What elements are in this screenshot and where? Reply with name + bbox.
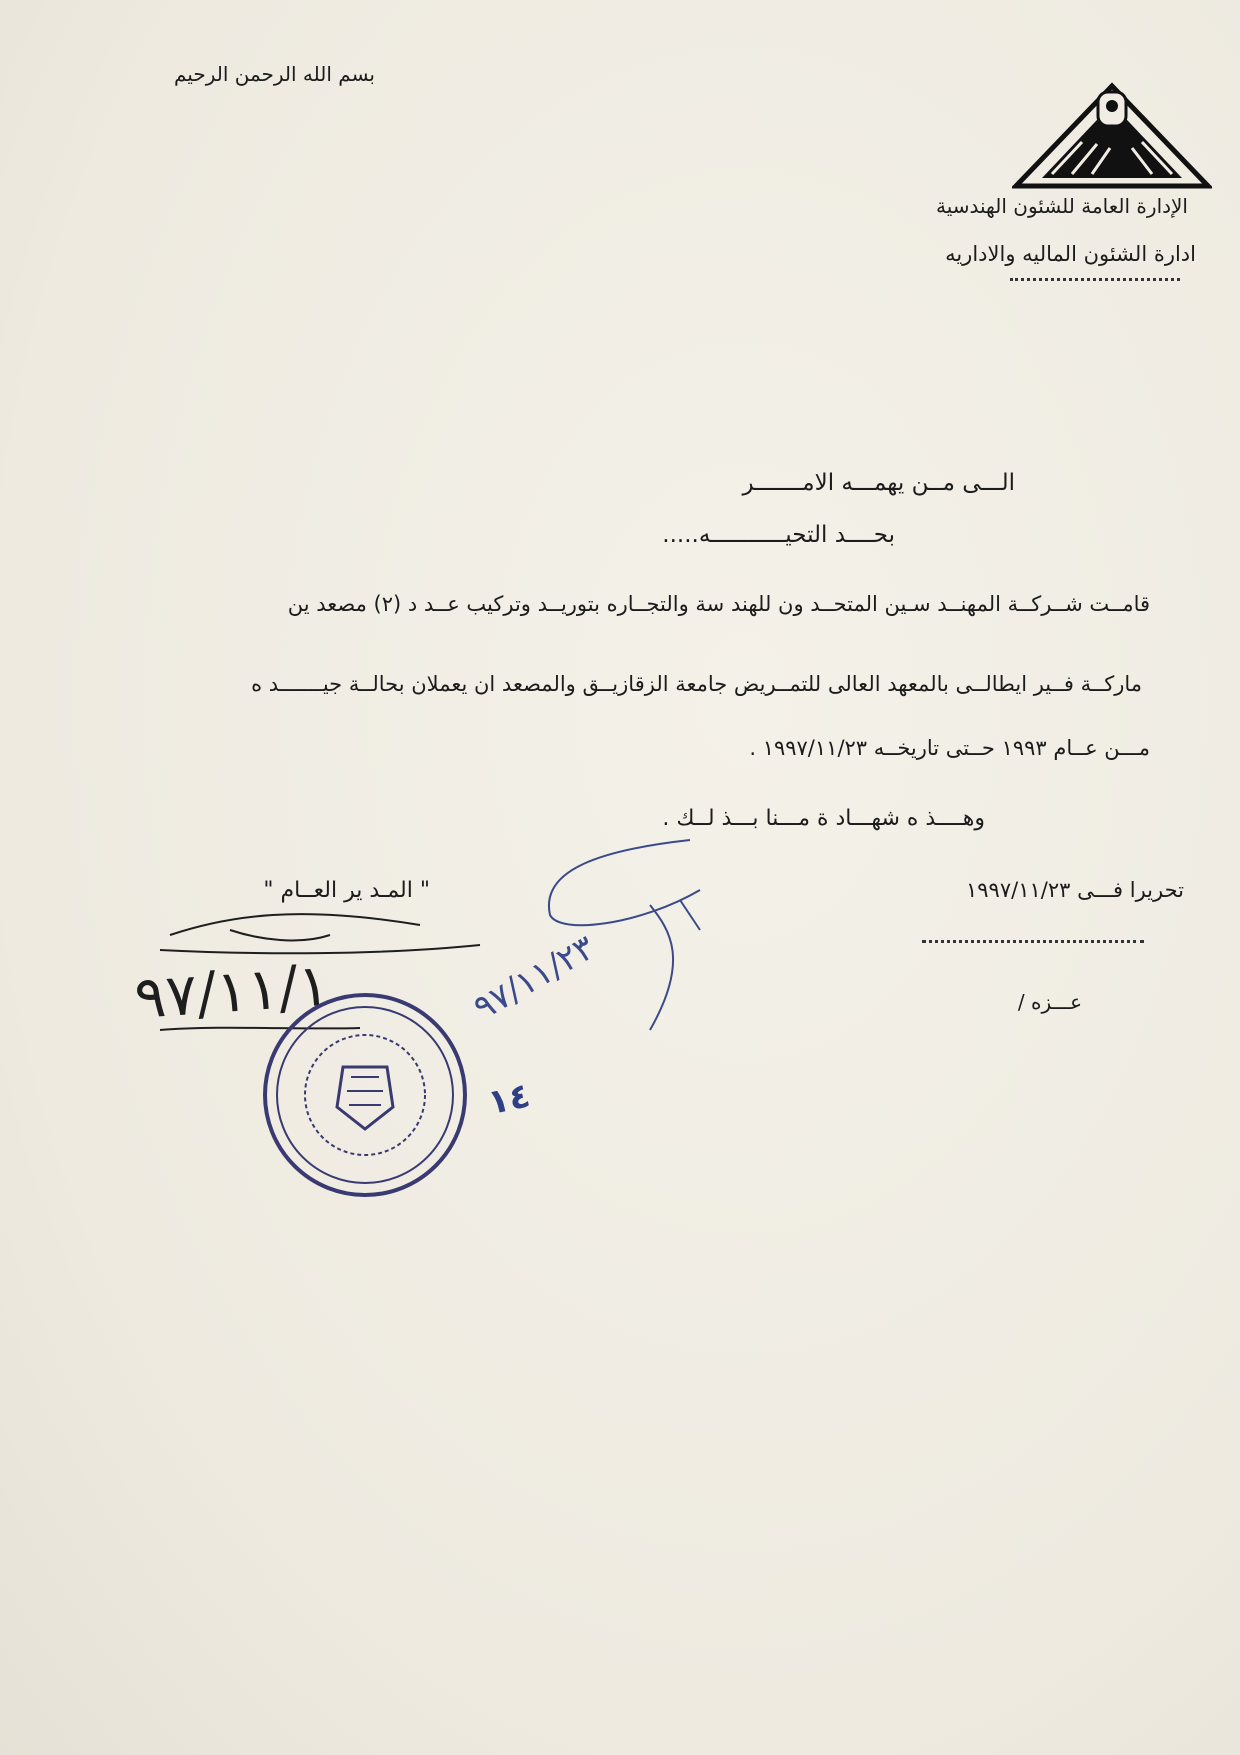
letter-paragraph-1: قامــت شــركــة المهنــد سـين المتحــد ون للهند سة والتجــاره بتوريــد وتركيب عــد د (٢) مصعد ين: [287, 592, 1150, 616]
signature-underline: [160, 1028, 360, 1030]
date-stamp-number: ١٤: [484, 1075, 534, 1124]
second-handwritten-date: ٩٧/١١/٢٣: [466, 927, 602, 1029]
letter-paragraph-2: ماركــة فــير ايطالــى بالمعهد العالى للتمــريض جامعة الزقازيــق والمصعد ان يعملان بحالــة جيـــــــد ه: [251, 672, 1142, 696]
certificate-statement: وهــــذ ه شهـــاد ة مـــنا بـــذ لــك .: [662, 806, 985, 831]
general-manager-title: " المـد ير العــام ": [263, 878, 430, 903]
basmala-heading: بسم الله الرحمن الرحيم: [173, 62, 375, 86]
official-stamp: [265, 995, 465, 1195]
letter-paragraph-3: مـــن عــام ١٩٩٣ حــتى تاريخــه ١٩٩٧/١١/٢٣ .: [749, 736, 1150, 760]
issue-date: تحريرا فـــى ١٩٩٧/١١/٢٣: [966, 878, 1184, 902]
letter-greeting: بحــــد التحيـــــــــــه.....: [662, 522, 895, 548]
department-finance-admin: ادارة الشئون الماليه والاداريه: [945, 242, 1196, 266]
letter-addressee: الـــى مــن يهمـــه الامـــــــر: [742, 470, 1015, 496]
department-general-engineering: الإدارة العامة للشئون الهندسية: [936, 194, 1188, 218]
manager-signature: [160, 914, 480, 953]
manager-handwritten-date: ٩٧/١١/١: [132, 950, 332, 1032]
clerk-initials: عـــزه /: [1017, 990, 1082, 1014]
